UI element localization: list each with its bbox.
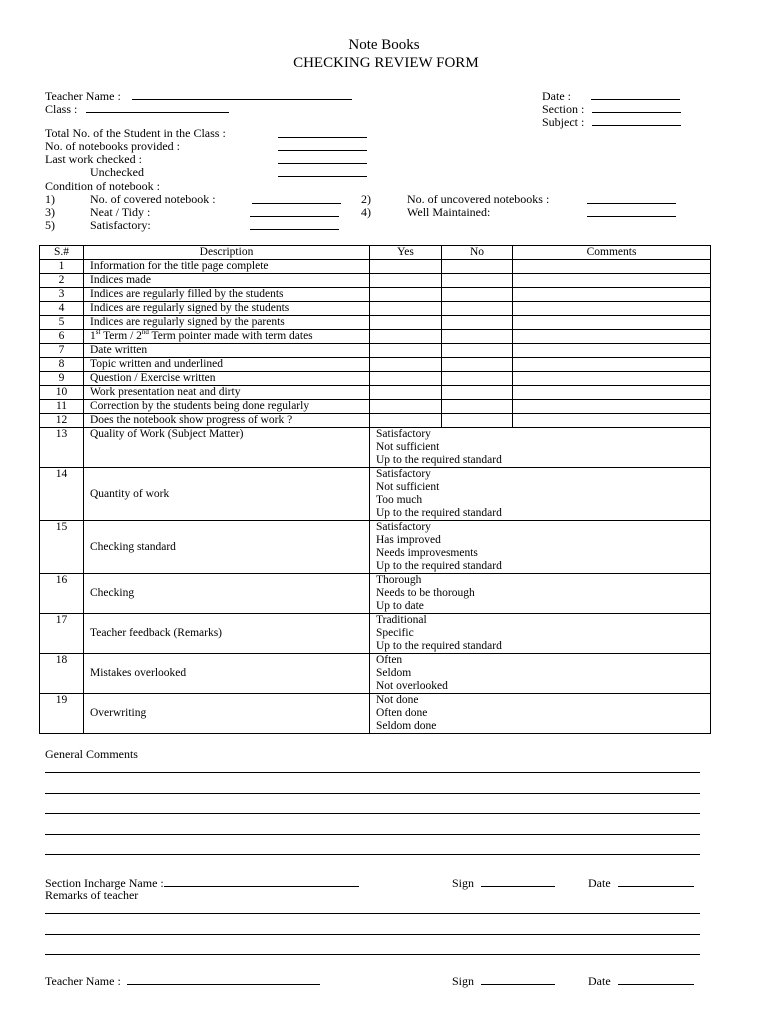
no-cell[interactable]	[442, 274, 513, 288]
section-row	[542, 102, 681, 116]
total-students-label: Total No. of the Student in the Class :	[45, 126, 226, 140]
incharge-date-row	[588, 876, 694, 890]
date-row	[542, 89, 680, 103]
row-description: Question / Exercise written	[84, 372, 370, 386]
comments-cell[interactable]	[513, 302, 711, 316]
unchecked-field[interactable]	[278, 166, 367, 177]
incharge-sign-field[interactable]	[481, 876, 555, 887]
row-number: 10	[40, 386, 84, 400]
teacher-sign-field[interactable]	[481, 974, 555, 985]
yes-cell[interactable]	[370, 274, 442, 288]
row-description: Does the notebook show progress of work ?	[84, 414, 370, 428]
row-number: 16	[40, 574, 84, 614]
comments-cell[interactable]	[513, 274, 711, 288]
no-cell[interactable]	[442, 288, 513, 302]
condition-num-2: 2)	[361, 192, 371, 206]
row-description: Indices made	[84, 274, 370, 288]
row-description: Quantity of work	[84, 468, 370, 521]
table-row	[40, 344, 711, 358]
review-table	[39, 245, 711, 734]
remarks-line-1[interactable]	[45, 913, 700, 914]
header-description: Description	[84, 246, 370, 260]
table-row	[40, 414, 711, 428]
row-description: Mistakes overlooked	[84, 654, 370, 694]
teacher-date-field[interactable]	[618, 974, 694, 985]
option-item[interactable]: Often	[376, 654, 403, 666]
option-item[interactable]: Satisfactory	[376, 521, 431, 533]
teacher-name-row	[45, 89, 352, 103]
uncovered-notebooks-field[interactable]	[587, 193, 676, 204]
row-description: Checking	[84, 574, 370, 614]
footer-teacher-name-field[interactable]	[127, 974, 320, 985]
comments-cell[interactable]	[513, 330, 711, 344]
yes-cell[interactable]	[370, 330, 442, 344]
comment-line-5[interactable]	[45, 854, 700, 855]
subject-row	[542, 115, 681, 129]
yes-cell[interactable]	[370, 358, 442, 372]
option-item[interactable]: Up to the required standard	[376, 454, 502, 466]
row-description: Indices are regularly signed by the parents	[84, 316, 370, 330]
section-label: Section :	[542, 102, 585, 116]
last-work-checked-field[interactable]	[278, 153, 367, 164]
row-number: 12	[40, 414, 84, 428]
general-comments-label: General Comments	[45, 747, 138, 761]
row-description: Topic written and underlined	[84, 358, 370, 372]
option-item[interactable]: Too much	[376, 494, 423, 506]
no-cell[interactable]	[442, 316, 513, 330]
yes-cell[interactable]	[370, 344, 442, 358]
table-row-options	[40, 428, 711, 468]
row-description: Quality of Work (Subject Matter)	[84, 428, 370, 468]
form-title-line1: Note Books	[348, 37, 420, 53]
header-no: No	[442, 246, 513, 260]
option-item[interactable]: Up to the required standard	[376, 560, 502, 572]
row-number: 8	[40, 358, 84, 372]
table-row-options	[40, 694, 711, 734]
row-number: 19	[40, 694, 84, 734]
condition-num-1: 1)	[45, 192, 55, 206]
footer-teacher-name-label: Teacher Name :	[45, 974, 121, 988]
incharge-sign-label: Sign	[452, 876, 475, 890]
form-title-line2: CHECKING REVIEW FORM	[289, 55, 479, 71]
row-options	[370, 694, 711, 734]
well-maintained-field[interactable]	[587, 206, 676, 217]
comments-cell[interactable]	[513, 400, 711, 414]
row-options	[370, 468, 711, 521]
remarks-line-3[interactable]	[45, 954, 700, 955]
comments-cell[interactable]	[513, 414, 711, 428]
subject-field[interactable]	[592, 115, 681, 126]
option-item[interactable]: Has improved	[376, 534, 441, 546]
subject-label: Subject :	[542, 115, 585, 129]
yes-cell[interactable]	[370, 386, 442, 400]
row-description	[84, 330, 370, 344]
option-item[interactable]: Not done	[376, 694, 419, 706]
teacher-name-label: Teacher Name :	[45, 89, 121, 103]
satisfactory-field[interactable]	[250, 219, 339, 230]
incharge-sign-row	[452, 876, 555, 890]
incharge-date-label: Date	[588, 876, 611, 890]
table-row	[40, 288, 711, 302]
row-options	[370, 614, 711, 654]
yes-cell[interactable]	[370, 414, 442, 428]
table-row	[40, 386, 711, 400]
row-description: Checking standard	[84, 521, 370, 574]
row-description: Overwriting	[84, 694, 370, 734]
table-row-options	[40, 574, 711, 614]
row-number: 2	[40, 274, 84, 288]
no-cell[interactable]	[442, 330, 513, 344]
no-cell[interactable]	[442, 400, 513, 414]
header-comments: Comments	[513, 246, 711, 260]
comments-cell[interactable]	[513, 316, 711, 330]
class-field[interactable]	[86, 102, 229, 113]
remarks-label: Remarks of teacher	[45, 888, 139, 902]
row-number: 17	[40, 614, 84, 654]
option-item[interactable]: Up to the required standard	[376, 507, 502, 519]
row-description: Work presentation neat and dirty	[84, 386, 370, 400]
date-field[interactable]	[591, 89, 680, 100]
desc-sup: nd	[141, 328, 149, 337]
row-description: Information for the title page complete	[84, 260, 370, 274]
section-incharge-label: Section Incharge Name :	[45, 876, 164, 890]
condition-num-3: 3)	[45, 205, 55, 219]
condition-num-5: 5)	[45, 218, 55, 232]
table-row	[40, 302, 711, 316]
row-number: 14	[40, 468, 84, 521]
table-row	[40, 330, 711, 344]
row-description: Date written	[84, 344, 370, 358]
condition-label-5: Satisfactory:	[90, 218, 151, 232]
row-number: 7	[40, 344, 84, 358]
yes-cell[interactable]	[370, 316, 442, 330]
neat-tidy-field[interactable]	[250, 206, 339, 217]
section-field[interactable]	[592, 102, 681, 113]
condition-label: Condition of notebook :	[45, 179, 160, 193]
table-row	[40, 274, 711, 288]
teacher-sign-label: Sign	[452, 974, 475, 988]
desc-sup: st	[95, 328, 101, 337]
comments-cell[interactable]	[513, 386, 711, 400]
no-cell[interactable]	[442, 260, 513, 274]
date-label: Date :	[542, 89, 571, 103]
row-number: 4	[40, 302, 84, 316]
remarks-line-2[interactable]	[45, 934, 700, 935]
option-item[interactable]: Thorough	[376, 574, 422, 586]
row-options	[370, 428, 711, 468]
comments-cell[interactable]	[513, 372, 711, 386]
condition-label-4: Well Maintained:	[407, 205, 491, 219]
comments-cell[interactable]	[513, 260, 711, 274]
option-item[interactable]: Not overlooked	[376, 680, 448, 692]
comment-line-3[interactable]	[45, 813, 700, 814]
no-cell[interactable]	[442, 344, 513, 358]
yes-cell[interactable]	[370, 260, 442, 274]
no-cell[interactable]	[442, 358, 513, 372]
row-number: 11	[40, 400, 84, 414]
condition-label-1: No. of covered notebook :	[90, 192, 216, 206]
class-row	[45, 102, 229, 116]
table-row	[40, 260, 711, 274]
section-incharge-field[interactable]	[164, 876, 359, 887]
no-cell[interactable]	[442, 386, 513, 400]
row-number: 5	[40, 316, 84, 330]
option-item[interactable]: Specific	[376, 627, 414, 639]
no-cell[interactable]	[442, 372, 513, 386]
row-options	[370, 654, 711, 694]
notebooks-provided-field[interactable]	[278, 140, 367, 151]
option-item[interactable]: Up to date	[376, 600, 424, 612]
unchecked-label: Unchecked	[90, 165, 144, 179]
comments-cell[interactable]	[513, 358, 711, 372]
row-description: Teacher feedback (Remarks)	[84, 614, 370, 654]
covered-notebooks-field[interactable]	[252, 193, 341, 204]
table-row	[40, 372, 711, 386]
comment-line-1[interactable]	[45, 772, 700, 773]
yes-cell[interactable]	[370, 372, 442, 386]
class-label: Class :	[45, 102, 78, 116]
option-item[interactable]: Traditional	[376, 614, 427, 626]
table-row-options	[40, 468, 711, 521]
yes-cell[interactable]	[370, 400, 442, 414]
desc-part: Term / 2	[100, 330, 142, 342]
desc-part: 1	[90, 330, 96, 342]
option-item[interactable]: Needs improvesments	[376, 547, 478, 559]
row-description: Correction by the students being done regularly	[84, 400, 370, 414]
condition-label-3: Neat / Tidy :	[90, 205, 151, 219]
teacher-sign-row	[452, 974, 555, 988]
desc-part: Term pointer made with term dates	[148, 330, 313, 342]
table-row-options	[40, 521, 711, 574]
table-row-options	[40, 614, 711, 654]
last-work-checked-label: Last work checked :	[45, 152, 142, 166]
row-number: 9	[40, 372, 84, 386]
notebooks-provided-label: No. of notebooks provided :	[45, 139, 180, 153]
row-options	[370, 521, 711, 574]
header-sno: S.#	[40, 246, 84, 260]
teacher-sign-name-row	[45, 974, 320, 988]
comment-line-2[interactable]	[45, 793, 700, 794]
row-number: 3	[40, 288, 84, 302]
table-row	[40, 400, 711, 414]
option-item[interactable]: Satisfactory	[376, 428, 431, 440]
teacher-name-field[interactable]	[132, 89, 352, 100]
option-item[interactable]: Seldom	[376, 667, 412, 679]
yes-cell[interactable]	[370, 302, 442, 316]
total-students-field[interactable]	[278, 127, 367, 138]
option-item[interactable]: Not sufficient	[376, 481, 440, 493]
row-number: 13	[40, 428, 84, 468]
row-number: 6	[40, 330, 84, 344]
table-row	[40, 358, 711, 372]
yes-cell[interactable]	[370, 288, 442, 302]
row-number: 1	[40, 260, 84, 274]
row-number: 18	[40, 654, 84, 694]
incharge-date-field[interactable]	[618, 876, 694, 887]
option-item[interactable]: Up to the required standard	[376, 640, 502, 652]
table-row	[40, 316, 711, 330]
comments-cell[interactable]	[513, 288, 711, 302]
table-row-options	[40, 654, 711, 694]
header-yes: Yes	[370, 246, 442, 260]
condition-label-2: No. of uncovered notebooks :	[407, 192, 550, 206]
option-item[interactable]: Not sufficient	[376, 441, 440, 453]
option-item[interactable]: Needs to be thorough	[376, 587, 475, 599]
teacher-date-row	[588, 974, 694, 988]
condition-num-4: 4)	[361, 205, 371, 219]
option-item[interactable]: Seldom done	[376, 720, 437, 732]
option-item[interactable]: Satisfactory	[376, 468, 431, 480]
row-number: 15	[40, 521, 84, 574]
teacher-date-label: Date	[588, 974, 611, 988]
no-cell[interactable]	[442, 302, 513, 316]
no-cell[interactable]	[442, 414, 513, 428]
table-header-row	[40, 246, 711, 260]
comments-cell[interactable]	[513, 344, 711, 358]
comment-line-4[interactable]	[45, 834, 700, 835]
option-item[interactable]: Often done	[376, 707, 428, 719]
row-description: Indices are regularly signed by the students	[84, 302, 370, 316]
row-description: Indices are regularly filled by the students	[84, 288, 370, 302]
row-options	[370, 574, 711, 614]
